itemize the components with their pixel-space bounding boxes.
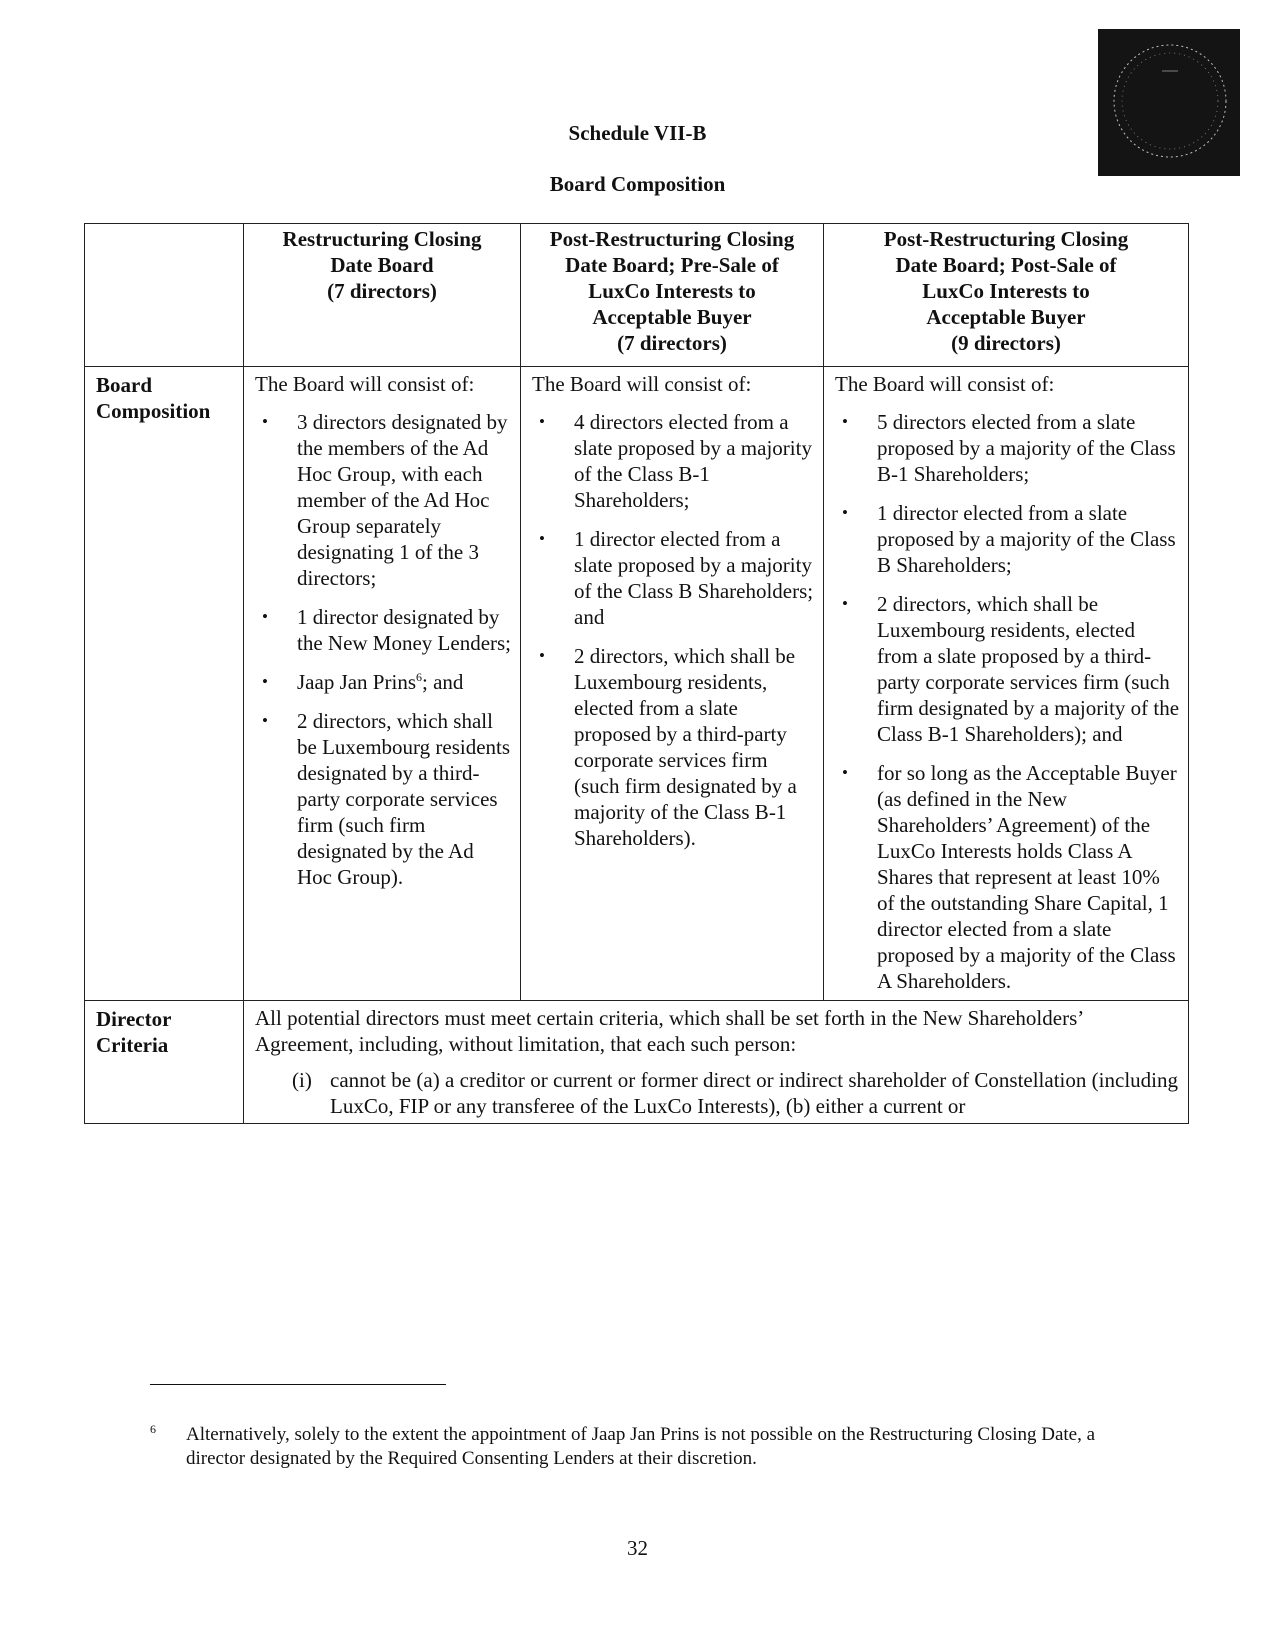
list-item (532, 409, 815, 513)
table-header-row (85, 224, 1189, 367)
bullet-icon: • (539, 529, 545, 548)
bullet-list (255, 409, 512, 890)
bullet-icon: • (842, 594, 848, 613)
column-header-line: LuxCo Interests to (588, 279, 756, 303)
cell-intro: The Board will consist of: (532, 372, 752, 396)
page-number: 32 (627, 1536, 648, 1560)
list-item-text: 4 directors elected from a slate proposed by a majority of the Class B-1 Shareholders; (574, 410, 812, 512)
list-item-text: 3 directors designated by the members of the Ad Hoc Group, with each member of the Ad Hoc Group separately designating 1 of the 3 directors; (297, 410, 508, 590)
cell-intro: The Board will consist of: (255, 372, 475, 396)
list-item-text: 2 directors, which shall be Luxembourg residents designated by a third-party corporate services firm (such firm designated by the Ad Hoc Group). (297, 709, 511, 889)
column-header-line: Date Board; Pre-Sale of (565, 253, 779, 277)
list-item (255, 708, 512, 890)
schedule-subtitle: Board Composition (549, 172, 726, 196)
list-item-suffix: ; and (422, 670, 464, 694)
column-header-line: (9 directors) (951, 331, 1061, 355)
list-item-text: 5 directors elected from a slate proposed by a majority of the Class B-1 Shareholders; (877, 410, 1176, 486)
list-item-text: 1 director elected from a slate proposed by a majority of the Class B Shareholders; and (574, 527, 814, 629)
list-item-text: 2 directors, which shall be Luxembourg residents, elected from a slate proposed by a third-party corporate services firm (such firm designated by a majority of the Class B-1 Shareholders). (574, 644, 797, 850)
bullet-icon: • (262, 412, 268, 431)
bullet-icon: • (262, 711, 268, 730)
column-header-line: Acceptable Buyer (926, 305, 1086, 329)
cell-pre-sale-board (521, 367, 824, 1001)
list-item-text: 1 director designated by the New Money Lenders; (297, 605, 512, 655)
schedule-title: Schedule VII-B (568, 121, 707, 145)
list-item-text: for so long as the Acceptable Buyer (as defined in the New Shareholders’ Agreement) of the LuxCo Interests holds Class A Shares that represent at least 10% of the outstanding Share Capital, 1 director elected from a slate proposed by a majority of the Class A Shareholders. (877, 761, 1177, 993)
list-item-text: 1 director elected from a slate proposed by a majority of the Class B Shareholders; (877, 501, 1176, 577)
column-header-line: LuxCo Interests to (922, 279, 1090, 303)
footnote-separator (150, 1384, 446, 1385)
notary-seal (1098, 29, 1240, 176)
cell-closing-date-board (244, 367, 521, 1001)
table-row-director-criteria (85, 1001, 1189, 1124)
column-header-line: (7 directors) (617, 331, 727, 355)
column-header-line: Acceptable Buyer (592, 305, 752, 329)
column-header-line: Restructuring Closing (282, 227, 482, 251)
bullet-list (532, 409, 815, 851)
footnote-text: Alternatively, solely to the extent the appointment of Jaap Jan Prins is not possible on the Restructuring Closing Date, a director designated by the Required Consenting Lenders at their discretion. (186, 1424, 1096, 1469)
column-header-line: (7 directors) (327, 279, 437, 303)
list-item-text: 2 directors, which shall be Luxembourg residents, elected from a slate proposed by a third-party corporate services firm (such firm designated by a majority of the Class B-1 Shareholders); and (877, 592, 1180, 746)
bullet-icon: • (539, 412, 545, 431)
row-label-board-composition: Board Composition (85, 367, 244, 1001)
header-post-restructuring-post-sale (824, 224, 1189, 367)
column-header-line: Post-Restructuring Closing (883, 227, 1129, 251)
criteria-text: All potential directors must meet certain criteria, which shall be set forth in the New Shareholders’ Agreement, including, without limitation, that each such person: (255, 1006, 1083, 1056)
header-post-restructuring-pre-sale (521, 224, 824, 367)
row-label-director-criteria: Director Criteria (85, 1001, 244, 1124)
list-item (255, 409, 512, 591)
seal-circle-icon (1098, 29, 1240, 176)
list-item (255, 669, 512, 695)
list-item (532, 643, 815, 851)
list-item (835, 409, 1180, 487)
bullet-icon: • (842, 503, 848, 522)
board-composition-table (84, 223, 1189, 1124)
column-header-line: Date Board; Post-Sale of (895, 253, 1117, 277)
column-header-line: Post-Restructuring Closing (549, 227, 795, 251)
criteria-item-number: (i) (292, 1068, 312, 1092)
criteria-item (255, 1067, 1178, 1119)
cell-post-sale-board (824, 367, 1189, 1001)
footnote-reference[interactable]: 6 (416, 670, 422, 684)
header-closing-date-board (244, 224, 521, 367)
bullet-icon: • (539, 646, 545, 665)
cell-director-criteria (244, 1001, 1189, 1124)
bullet-icon: • (842, 763, 848, 782)
header-cell-blank (85, 224, 244, 367)
table-row-board-composition (85, 367, 1189, 1001)
list-item (835, 591, 1180, 747)
bullet-list (835, 409, 1180, 994)
bullet-icon: • (842, 412, 848, 431)
footnote (150, 1423, 1130, 1471)
list-item (532, 526, 815, 630)
list-item (835, 760, 1180, 994)
cell-intro: The Board will consist of: (835, 372, 1055, 396)
criteria-item-text: cannot be (a) a creditor or current or former direct or indirect shareholder of Constellation (including LuxCo, FIP or any transferee of the LuxCo Interests), (b) either a current or (330, 1068, 1178, 1118)
column-header-line: Date Board (330, 253, 434, 277)
list-item (255, 604, 512, 656)
bullet-icon: • (262, 672, 268, 691)
list-item (835, 500, 1180, 578)
bullet-icon: • (262, 607, 268, 626)
list-item-text: Jaap Jan Prins (297, 670, 416, 694)
footnote-mark: 6 (150, 1422, 156, 1436)
